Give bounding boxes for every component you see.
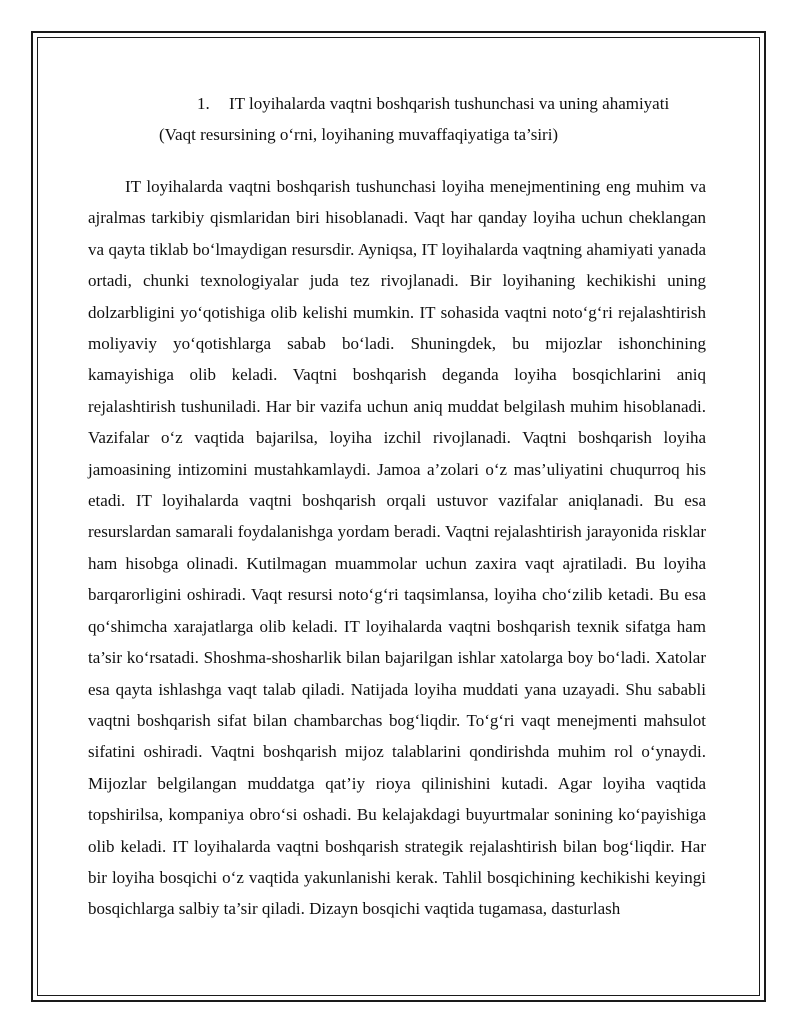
section-number: 1. <box>197 94 210 113</box>
section-subtitle: (Vaqt resursining o‘rni, loyihaning muvaffaqiyatiga ta’siri) <box>159 125 559 144</box>
body-paragraph: IT loyihalarda vaqtni boshqarish tushunchasi loyiha menejmentining eng muhim va ajralmas tarkibiy qismlaridan biri hisoblanadi. Vaqt har qanday loyiha uchun cheklangan va qayta tiklab bo‘lmaydigan resursdir. Ayniqsa, IT loyihalarda vaqtning ahamiyati yanada ortadi, chunki texnologiyalar juda tez rivojlanadi. Bir loyihaning kechikishi uning dolzarbligini yo‘qotishiga olib kelishi mumkin. IT sohasida vaqtni noto‘g‘ri rejalashtirish moliyaviy yo‘qotishlarga sabab bo‘ladi. Shuningdek, bu mijozlar ishonchining kamayishiga olib keladi. Vaqtni boshqarish deganda loyiha bosqichlarini aniq rejalashtirish tushuniladi. Har bir vazifa uchun aniq muddat belgilash muhim hisoblanadi. Vazifalar o‘z vaqtida bajarilsa, loyiha izchil rivojlanadi. Vaqtni boshqarish loyiha jamoasining intizomini mustahkamlaydi. Jamoa a’zolari o‘z mas’uliyatini chuqurroq his etadi. IT loyihalarda vaqtni boshqarish orqali ustuvor vazifalar aniqlanadi. Bu esa resurslardan samarali foydalanishga yordam beradi. Vaqtni rejalashtirish jarayonida risklar ham hisobga olinadi. Kutilmagan muammolar uchun zaxira vaqt ajratiladi. Bu loyiha barqarorligini oshiradi. Vaqt resursi noto‘g‘ri taqsimlansa, loyiha cho‘zilib ketadi. Bu esa qo‘shimcha xarajatlarga olib keladi. IT loyihalarda vaqtni boshqarish texnik sifatga ham ta’sir ko‘rsatadi. Shoshma-shosharlik bilan bajarilgan ishlar xatolarga boy bo‘ladi. Xatolar esa qayta ishlashga vaqt talab qiladi. Natijada loyiha muddati yana uzayadi. Shu sababli vaqtni boshqarish sifat bilan chambarchas bog‘liqdir. To‘g‘ri vaqt menejmenti mahsulot sifatini oshiradi. Vaqtni boshqarish mijoz talablarini qondirishda muhim rol o‘ynaydi. Mijozlar belgilangan muddatga qat’iy rioya qilinishini kutadi. Agar loyiha vaqtida topshirilsa, kompaniya obro‘si oshadi. Bu kelajakdagi buyurtmalar sonining ko‘payishiga olib keladi. IT loyihalarda vaqtni boshqarish strategik rejalashtirish bilan bog‘liqdir. Har bir loyiha bosqichi o‘z vaqtida yakunlanishi kerak. Tahlil bosqichining kechikishi keyingi bosqichlarga salbiy ta’sir qiladi. Dizayn bosqichi vaqtida tugamasa, dasturlash <box>88 177 706 919</box>
section-title: IT loyihalarda vaqtni boshqarish tushunchasi va uning ahamiyati <box>229 94 670 113</box>
section-heading <box>88 88 706 119</box>
document-content <box>88 88 706 942</box>
